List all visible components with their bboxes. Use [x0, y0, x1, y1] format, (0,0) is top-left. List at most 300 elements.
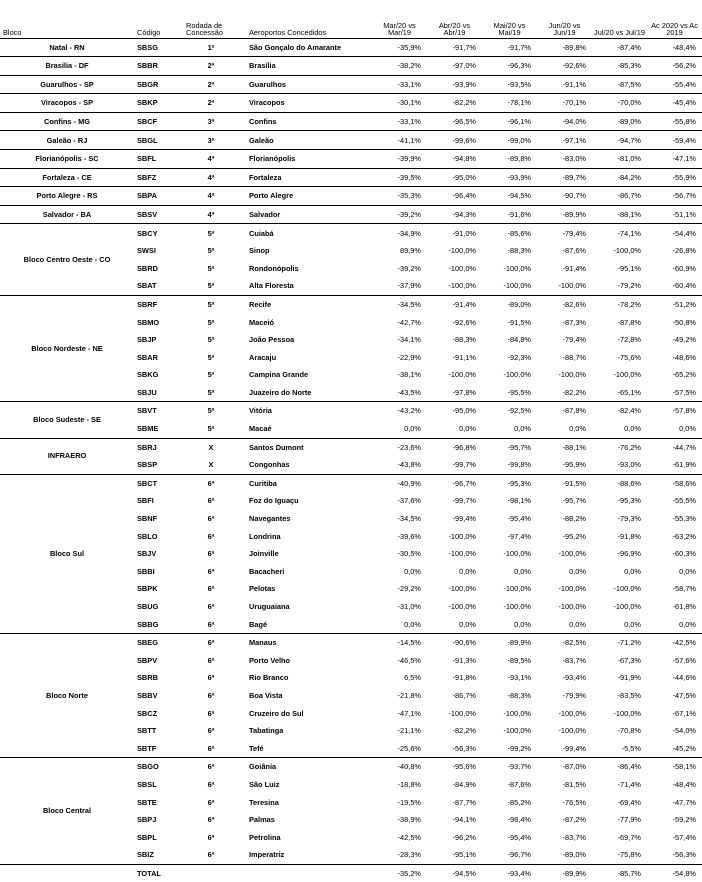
value-mai: -94,5%	[482, 187, 537, 206]
value-jun: -100,0%	[558, 549, 586, 559]
value-ac: -48,6%	[672, 352, 696, 362]
value-ac: 0,0%	[647, 420, 702, 438]
rodada-cell: 6ª	[207, 690, 215, 700]
value-abr: -100,0%	[448, 708, 476, 718]
value-jun: -87,8%	[562, 406, 586, 416]
value-jun: -83,7%	[562, 655, 586, 665]
rodada-cell: 6ª	[207, 832, 215, 842]
table-row	[0, 75, 702, 94]
table-row	[0, 187, 702, 206]
value-jul: -85,3%	[592, 57, 647, 76]
value-mai: 0,0%	[514, 566, 531, 576]
value-jun: -91,4%	[562, 263, 586, 273]
value-jun: -88,2%	[562, 514, 586, 524]
value-jul: -83,5%	[617, 690, 641, 700]
value-mai: -100,0%	[503, 263, 531, 273]
aeroporto-cell: Porto Alegre	[244, 187, 372, 206]
bloco-label: Fortaleza - CE	[0, 168, 134, 187]
value-jul: -100,0%	[613, 246, 641, 256]
value-jul: -91,8%	[617, 531, 641, 541]
codigo-cell: SBLO	[137, 531, 158, 541]
value-abr: -90,6%	[452, 638, 476, 648]
value-ac: -55,3%	[672, 514, 696, 524]
codigo-cell: SBKP	[134, 94, 182, 113]
aeroporto-cell: Juazeiro do Norte	[244, 384, 372, 402]
value-jun: -83,0%	[537, 150, 592, 169]
aeroporto-cell: Londrina	[249, 531, 281, 541]
value-abr: -94,8%	[427, 150, 482, 169]
aeroporto-cell: Goiânia	[249, 762, 277, 772]
bloco-label: Galeão - RJ	[0, 131, 134, 150]
codigo-cell: SBME	[134, 420, 182, 438]
value-jun: -90,7%	[537, 187, 592, 206]
value-abr: -100,0%	[448, 246, 476, 256]
value-jun: -91,1%	[537, 75, 592, 94]
codigo-cell: SBBR	[134, 57, 182, 76]
value-mar: -28,3%	[372, 846, 427, 864]
rodada-cell: 4ª	[182, 187, 244, 206]
value-jul: -87,5%	[592, 75, 647, 94]
rodada-cell: 6ª	[207, 779, 215, 789]
rodada-cell: 2ª	[182, 57, 244, 76]
rodada-cell: 5ª	[207, 263, 215, 273]
value-ac: -55,5%	[672, 496, 696, 506]
codigo-cell: SBBI	[137, 566, 155, 576]
value-mar: -29,2%	[397, 584, 421, 594]
value-jul: -95,1%	[617, 263, 641, 273]
value-ac: -58,7%	[672, 584, 696, 594]
value-mar: -38,2%	[372, 57, 427, 76]
codigo-cell: SBVT	[137, 406, 157, 416]
rodada-cell: 4ª	[182, 168, 244, 187]
value-jun: -94,0%	[537, 112, 592, 131]
value-mar: -19,5%	[397, 797, 421, 807]
rodada-cell: 6ª	[207, 514, 215, 524]
value-mai: -91,7%	[482, 38, 537, 57]
table-row	[0, 94, 702, 113]
table-row	[0, 150, 702, 169]
codigo-cell: SBPV	[137, 655, 158, 665]
codigo-cell: SWSI	[137, 246, 156, 256]
rodada-cell: 5ª	[207, 317, 215, 327]
value-abr: -100,0%	[448, 531, 476, 541]
value-jul: -100,0%	[613, 708, 641, 718]
value-mai: -96,3%	[482, 57, 537, 76]
value-mar: -43,2%	[397, 406, 421, 416]
value-ac: -54,0%	[672, 726, 696, 736]
value-jul: -78,2%	[617, 299, 641, 309]
bloco-label: Guarulhos - SP	[0, 75, 134, 94]
rodada-cell: 4ª	[182, 150, 244, 169]
codigo-cell: SBTE	[137, 797, 157, 807]
value-ac: -26,8%	[672, 246, 696, 256]
value-abr: -91,3%	[452, 655, 476, 665]
value-ac: -55,4%	[647, 75, 702, 94]
value-jul: -95,3%	[617, 496, 641, 506]
value-ac: -65,2%	[672, 370, 696, 380]
aeroporto-cell: Teresina	[249, 797, 279, 807]
value-mar: -25,6%	[372, 740, 427, 758]
value-mai: -95,4%	[507, 514, 531, 524]
aeroporto-cell: Congonhas	[244, 456, 372, 474]
value-jul: -72,8%	[617, 335, 641, 345]
header-jun: Jun/20 vs Jun/19	[537, 0, 592, 38]
codigo-cell: SBCF	[134, 112, 182, 131]
value-mar: -23,6%	[397, 442, 421, 452]
value-abr: -95,1%	[427, 846, 482, 864]
value-mai: -100,0%	[503, 726, 531, 736]
bloco-label: Bloco Norte	[0, 634, 134, 758]
value-ac: 0,0%	[647, 616, 702, 634]
aeroporto-cell: Recife	[249, 299, 272, 309]
value-abr: -82,2%	[452, 726, 476, 736]
value-mai: -95,4%	[507, 832, 531, 842]
codigo-cell: SBKG	[137, 370, 159, 380]
value-abr: -100,0%	[448, 263, 476, 273]
aeroporto-cell: Guarulhos	[244, 75, 372, 94]
value-jun: -87,2%	[562, 815, 586, 825]
value-jun: -100,0%	[558, 370, 586, 380]
value-mai: -95,5%	[482, 384, 537, 402]
header-abr: Abr/20 vs Abr/19	[427, 0, 482, 38]
codigo-cell: SBCY	[137, 228, 158, 238]
rodada-cell: 6ª	[207, 496, 215, 506]
total-value-jul: -85,7%	[617, 868, 641, 878]
total-value-ac: -54,8%	[672, 868, 696, 878]
codigo-cell: SBFI	[137, 496, 154, 506]
value-mai: -93,1%	[507, 673, 531, 683]
value-abr: -99,4%	[452, 514, 476, 524]
codigo-cell: SBJV	[137, 549, 157, 559]
value-mai: -93,5%	[482, 75, 537, 94]
rodada-cell: X	[208, 442, 214, 452]
value-abr: -97,8%	[427, 384, 482, 402]
rodada-cell: X	[182, 456, 244, 474]
value-mai: -99,0%	[482, 131, 537, 150]
value-mar: -39,6%	[397, 531, 421, 541]
value-ac: -57,5%	[647, 384, 702, 402]
value-mar: -46,5%	[397, 655, 421, 665]
aeroporto-cell: Boa Vista	[249, 690, 283, 700]
codigo-cell: SBMO	[137, 317, 160, 327]
value-mai: -100,0%	[503, 370, 531, 380]
codigo-cell: SBBV	[137, 690, 158, 700]
value-ac: -47,1%	[647, 150, 702, 169]
value-ac: -55,8%	[647, 112, 702, 131]
value-mar: -14,5%	[397, 638, 421, 648]
value-jul: -94,7%	[592, 131, 647, 150]
value-jul: -77,9%	[617, 815, 641, 825]
value-mar: -38,1%	[397, 370, 421, 380]
value-mai: -100,0%	[503, 584, 531, 594]
value-jul: -69,7%	[617, 832, 641, 842]
value-mai: 0,0%	[482, 420, 537, 438]
rodada-cell: 5ª	[182, 420, 244, 438]
value-jul: 0,0%	[624, 566, 641, 576]
bloco-label: Confins - MG	[0, 112, 134, 131]
value-jul: -75,8%	[592, 846, 647, 864]
aeroporto-cell: Brasília	[244, 57, 372, 76]
value-jun: -83,7%	[562, 832, 586, 842]
aeroporto-cell: Sinop	[249, 246, 270, 256]
value-abr: -86,7%	[452, 690, 476, 700]
value-jul: -70,0%	[592, 94, 647, 113]
value-ac: -45,4%	[647, 94, 702, 113]
value-mar: -43,5%	[372, 384, 427, 402]
value-abr: -93,9%	[427, 75, 482, 94]
table-row	[0, 205, 702, 224]
value-mai: 0,0%	[482, 616, 537, 634]
bloco-label: Porto Alegre - RS	[0, 187, 134, 206]
value-mar: -42,5%	[397, 832, 421, 842]
value-abr: -88,3%	[452, 335, 476, 345]
header-ac: Ac 2020 vs Ac 2019	[647, 0, 702, 38]
value-mai: -98,4%	[507, 815, 531, 825]
codigo-cell: SBSV	[134, 205, 182, 224]
rodada-cell: 5ª	[182, 277, 244, 295]
value-ac: -60,4%	[647, 277, 702, 295]
value-mar: -33,1%	[372, 112, 427, 131]
value-ac: -59,2%	[672, 815, 696, 825]
value-ac: -50,8%	[672, 317, 696, 327]
bloco-label: Bloco Sul	[0, 474, 134, 633]
aeroporto-cell: Alta Floresta	[244, 277, 372, 295]
value-mai: -85,6%	[507, 228, 531, 238]
aeroporto-cell: Uruguaiana	[249, 602, 290, 611]
value-mar: -18,8%	[397, 779, 421, 789]
bloco-label: Bloco Sudeste - SE	[0, 402, 134, 438]
value-ac: -60,9%	[672, 263, 696, 273]
table-row	[0, 112, 702, 131]
value-mar: -37,9%	[372, 277, 427, 295]
value-mai: -93,9%	[482, 168, 537, 187]
table-row	[0, 402, 702, 420]
rodada-cell: 6ª	[207, 726, 215, 736]
value-abr: -91,4%	[452, 299, 476, 309]
aeroporto-cell: Porto Velho	[249, 655, 291, 665]
value-abr: -91,7%	[427, 38, 482, 57]
value-mar: -40,9%	[397, 478, 421, 488]
value-ac: -44,6%	[672, 673, 696, 683]
value-jun: -93,4%	[562, 673, 586, 683]
value-jul: -81,0%	[592, 150, 647, 169]
aeroporto-cell: Petrolina	[249, 832, 281, 842]
value-ac: -48,4%	[647, 38, 702, 57]
value-abr: -96,8%	[452, 442, 476, 452]
rodada-cell: 5ª	[207, 352, 215, 362]
value-abr: -96,5%	[427, 112, 482, 131]
value-jul: -89,0%	[592, 112, 647, 131]
value-mar: 0,0%	[404, 566, 421, 576]
rodada-cell: 3ª	[182, 131, 244, 150]
value-abr: -100,0%	[448, 370, 476, 380]
aeroporto-cell: Tefé	[244, 740, 372, 758]
value-jun: -95,9%	[537, 456, 592, 474]
value-mar: -35,3%	[372, 187, 427, 206]
value-mar: 89,9%	[400, 246, 421, 256]
rodada-cell: 6ª	[207, 478, 215, 488]
codigo-cell: SBCT	[137, 478, 158, 488]
value-mar: -37,6%	[397, 496, 421, 506]
value-jul: -86,7%	[592, 187, 647, 206]
aeroporto-cell: Curitiba	[249, 478, 277, 488]
value-mar: -38,9%	[397, 815, 421, 825]
value-abr: 0,0%	[459, 566, 476, 576]
aeroporto-cell: Aracaju	[249, 352, 277, 362]
aeroporto-cell: Salvador	[244, 205, 372, 224]
aeroporto-cell: João Pessoa	[249, 335, 295, 345]
value-jun: -88,1%	[562, 442, 586, 452]
total-value-abr: -94,5%	[452, 868, 476, 878]
rodada-cell: 6ª	[207, 638, 215, 648]
rodada-cell: 5ª	[207, 406, 215, 416]
value-jul: -69,4%	[617, 797, 641, 807]
value-abr: 0,0%	[427, 616, 482, 634]
value-mai: -89,0%	[507, 299, 531, 309]
aeroporto-cell: Cuiabá	[249, 228, 274, 238]
aeroporto-cell: São Gonçalo do Amarante	[244, 38, 372, 57]
value-mai: -91,6%	[482, 205, 537, 224]
value-jun: -82,5%	[562, 638, 586, 648]
value-ac: -57,6%	[672, 655, 696, 665]
value-jul: -86,4%	[617, 762, 641, 772]
value-mai: -100,0%	[503, 549, 531, 559]
value-ac: -58,1%	[672, 762, 696, 772]
value-abr: -91,8%	[452, 673, 476, 683]
aeroporto-cell: Bagé	[244, 616, 372, 634]
codigo-cell: SBUG	[137, 602, 159, 611]
value-ac: -57,4%	[672, 832, 696, 842]
value-jul: -87,8%	[617, 317, 641, 327]
rodada-cell: 2ª	[182, 94, 244, 113]
value-jun: -89,7%	[537, 168, 592, 187]
value-mar: -39,5%	[372, 168, 427, 187]
codigo-cell: SBGO	[137, 762, 159, 772]
value-jun: -100,0%	[558, 708, 586, 718]
codigo-cell: SBFL	[134, 150, 182, 169]
value-abr: -99,6%	[427, 131, 482, 150]
codigo-cell: SBTT	[137, 726, 157, 736]
rodada-cell: 6ª	[207, 655, 215, 665]
total-value-jun: -89,9%	[562, 868, 586, 878]
rodada-cell: 5ª	[207, 246, 215, 256]
value-jul: -67,3%	[617, 655, 641, 665]
codigo-cell: SBRB	[137, 673, 158, 683]
aeroporto-cell: Confins	[244, 112, 372, 131]
value-abr: -96,4%	[427, 187, 482, 206]
value-mai: -95,3%	[507, 478, 531, 488]
rodada-cell: 6ª	[207, 708, 215, 718]
value-mai: -84,8%	[507, 335, 531, 345]
value-jul: -82,4%	[617, 406, 641, 416]
value-jun: -82,2%	[537, 384, 592, 402]
aeroporto-cell: Santos Dumont	[249, 442, 304, 452]
bloco-label: Salvador - BA	[0, 205, 134, 224]
value-mar: -35,9%	[372, 38, 427, 57]
aeroporto-cell: Pelotas	[249, 584, 276, 594]
value-jun: -70,1%	[537, 94, 592, 113]
value-mai: -97,4%	[507, 531, 531, 541]
value-jul: -79,3%	[617, 514, 641, 524]
rodada-cell: 6ª	[207, 762, 215, 772]
value-abr: -91,1%	[452, 352, 476, 362]
bloco-label: Viracopos - SP	[0, 94, 134, 113]
rodada-cell: 5ª	[207, 299, 215, 309]
codigo-cell: SBJU	[134, 384, 182, 402]
bloco-label: Bloco Central	[0, 758, 134, 865]
value-ac: -44,7%	[672, 442, 696, 452]
value-mar: -34,5%	[397, 514, 421, 524]
aeroporto-cell: Rio Branco	[249, 673, 289, 683]
rodada-cell: 5ª	[207, 228, 215, 238]
value-mar: -39,2%	[372, 205, 427, 224]
total-value-mai: -93,4%	[507, 868, 531, 878]
value-abr: -94,1%	[452, 815, 476, 825]
header-mar: Mar/20 vs Mar/19	[372, 0, 427, 38]
codigo-cell: SBIZ	[134, 846, 182, 864]
codigo-cell: SBTF	[134, 740, 182, 758]
value-abr: -100,0%	[448, 602, 476, 611]
value-mai: -96,1%	[482, 112, 537, 131]
codigo-cell: SBRD	[137, 263, 158, 273]
rodada-cell: 6ª	[207, 566, 215, 576]
value-abr: -96,2%	[452, 832, 476, 842]
value-jul: -100,0%	[613, 602, 641, 611]
header-bloco: Bloco	[0, 0, 134, 38]
value-jun: -89,8%	[537, 38, 592, 57]
bloco-label: Brasília - DF	[0, 57, 134, 76]
value-jun: 0,0%	[537, 420, 592, 438]
aeroporto-cell: Palmas	[249, 815, 275, 825]
value-abr: -100,0%	[427, 277, 482, 295]
value-ac: -60,3%	[672, 549, 696, 559]
value-mar: -21,1%	[397, 726, 421, 736]
value-jun: -79,9%	[562, 690, 586, 700]
value-jun: -81,5%	[562, 779, 586, 789]
value-jul: 0,0%	[592, 616, 647, 634]
rodada-cell: 6ª	[207, 549, 215, 559]
value-mar: -31,0%	[397, 602, 421, 611]
value-abr: -94,3%	[427, 205, 482, 224]
value-abr: -56,3%	[427, 740, 482, 758]
value-ac: -61,9%	[647, 456, 702, 474]
rodada-cell: 3ª	[182, 112, 244, 131]
header-row	[0, 0, 702, 38]
bloco-label: Natal - RN	[0, 38, 134, 57]
value-jun: 0,0%	[537, 616, 592, 634]
value-mar: -39,2%	[397, 263, 421, 273]
codigo-cell: SBSG	[134, 38, 182, 57]
value-jun: -97,1%	[537, 131, 592, 150]
rodada-cell: 6ª	[207, 584, 215, 594]
rodada-cell: 2ª	[182, 75, 244, 94]
aeroporto-cell: Cruzeiro do Sul	[249, 708, 304, 718]
value-abr: -82,2%	[427, 94, 482, 113]
value-abr: -99,7%	[427, 456, 482, 474]
value-jun: -79,4%	[562, 228, 586, 238]
table-row	[0, 131, 702, 150]
value-jun: -87,0%	[562, 762, 586, 772]
value-abr: 0,0%	[427, 420, 482, 438]
codigo-cell: SBAT	[134, 277, 182, 295]
value-ac: -48,4%	[672, 779, 696, 789]
value-mar: -30,1%	[372, 94, 427, 113]
table-body	[0, 38, 702, 882]
value-jun: -82,6%	[562, 299, 586, 309]
value-abr: -91,0%	[452, 228, 476, 238]
aeroporto-cell: Fortaleza	[244, 168, 372, 187]
value-mai: -85,2%	[507, 797, 531, 807]
